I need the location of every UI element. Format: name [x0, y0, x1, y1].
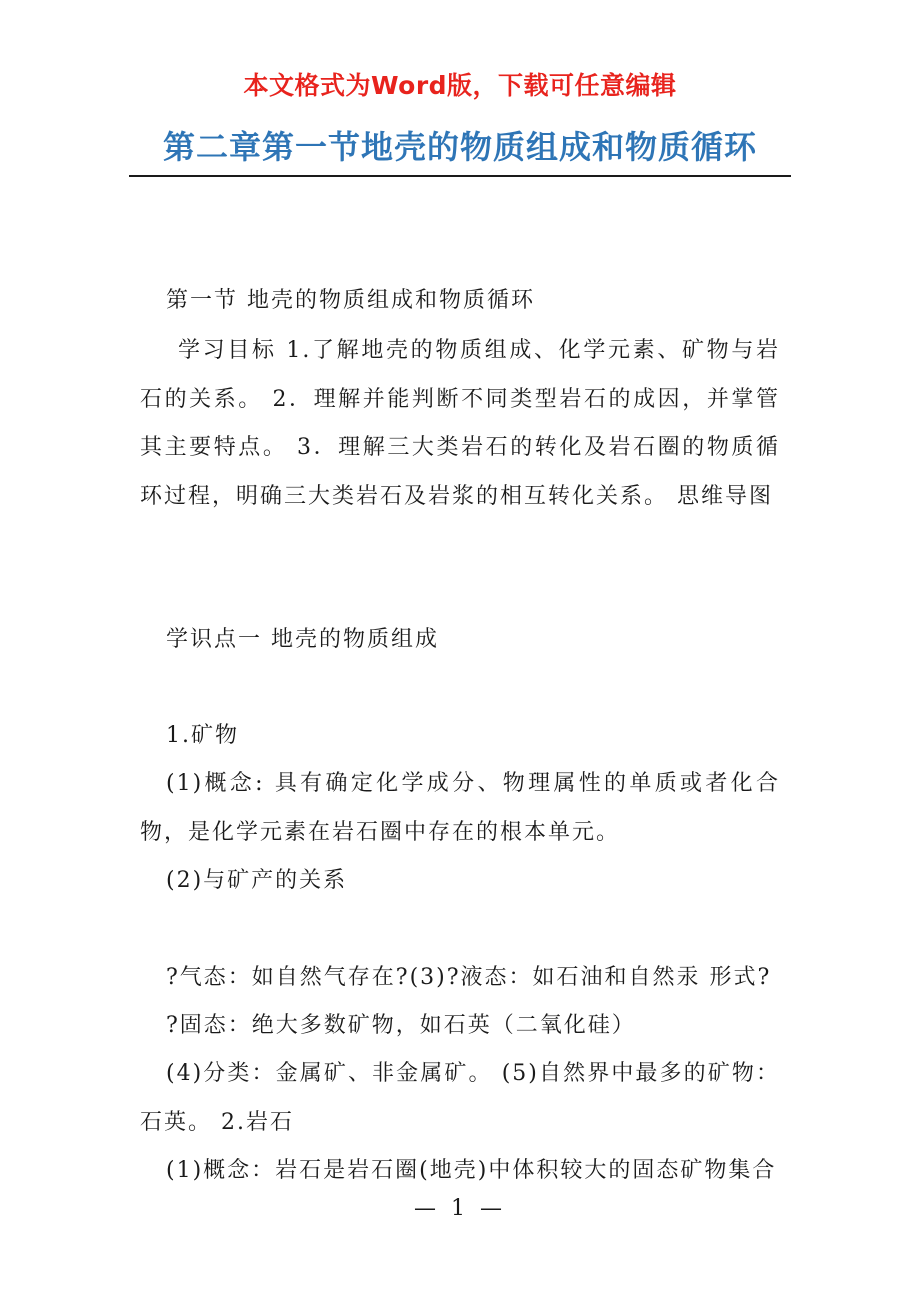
mineral-relation: (2)与矿产的关系 — [166, 868, 348, 893]
mineral-classification: (4)分类：金属矿、非金属矿。 (5)自然界中最多的矿物：石英。 2.岩石 — [140, 1061, 780, 1135]
title-divider — [129, 175, 791, 177]
mineral-state-line-1: ?气态：如自然气存在?(3)?液态：如石油和自然汞 形式? — [166, 965, 772, 990]
knowledge-point-heading: 学识点一 地壳的物质组成 — [166, 627, 439, 652]
section-heading: 第一节 地壳的物质组成和物质循环 — [166, 288, 535, 313]
mineral-state-line-2: ?固态：绝大多数矿物，如石英（二氧化硅） — [166, 1013, 636, 1038]
download-notice: 本文格式为Word版，下载可任意编辑 — [243, 71, 677, 100]
mineral-concept: (1)概念: 具有确定化学成分、物理属性的单质或者化合物，是化学元素在岩石圈中存在的根本单元。 — [140, 771, 780, 845]
mineral-heading: 1.矿物 — [166, 723, 239, 748]
document-title: 第二章第一节地壳的物质组成和物质循环 — [162, 128, 757, 166]
rock-concept: (1)概念：岩石是岩石圈(地壳)中体积较大的固态矿物集合 — [166, 1158, 777, 1183]
learning-objectives: 学习目标 1.了解地壳的物质组成、化学元素、矿物与岩石的关系。 2．理解并能判断不同类型岩石的成因，并掌管其主要特点。 3．理解三大类岩石的转化及岩石圈的物质循环过程，明确三大类岩石及岩浆的相互转化关系。 思维导图 — [140, 338, 780, 509]
page-number: — 1 — — [414, 1196, 506, 1221]
